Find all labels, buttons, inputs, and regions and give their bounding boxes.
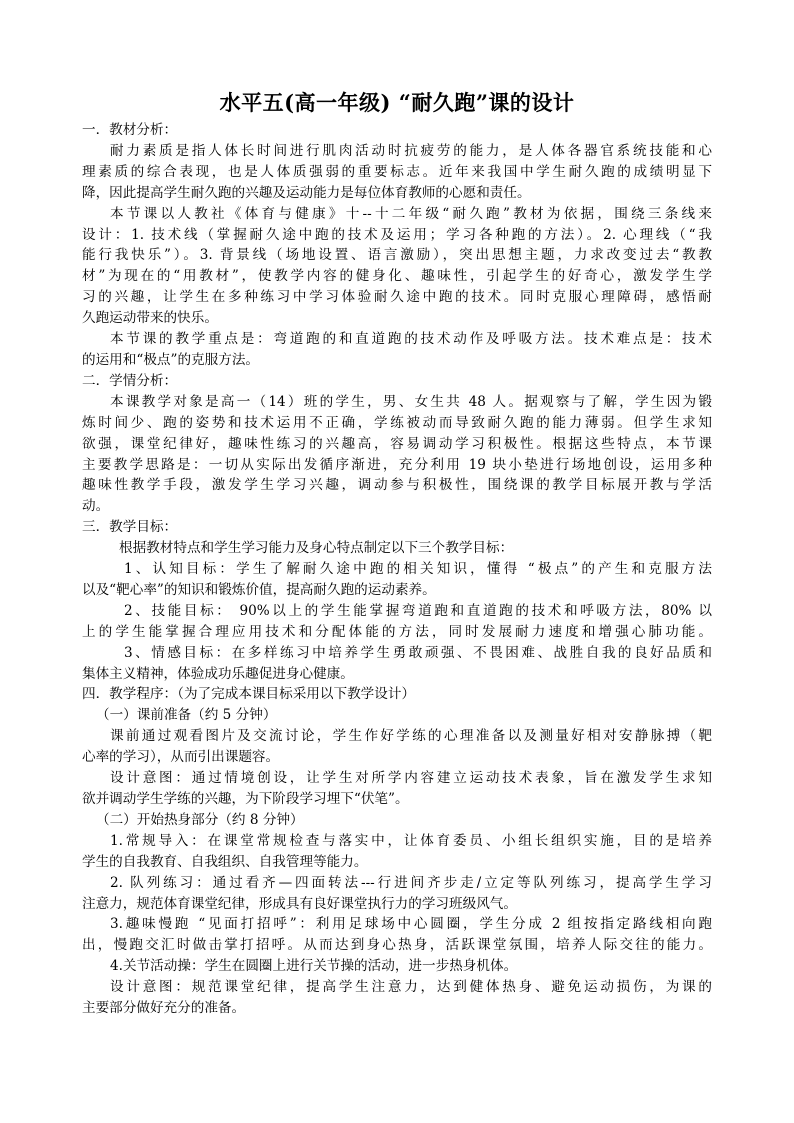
text-line: 本节课的教学重点是：弯道跑的和直道跑的技术动作及呼吸方法。技术难点是：技术 <box>110 331 712 348</box>
text-line: （二）开始热身部分（约 8 分钟） <box>96 811 304 828</box>
text-line: 集体主义精神，体验成功乐趣促进身心健康。 <box>82 665 354 682</box>
text-line: 趣味性教学手段，激发学生学习兴趣，调动参与积极性，围绕课的教学目标展开教与学活 <box>82 477 712 494</box>
text-line: 动。 <box>82 498 110 515</box>
text-line: 本节课以人教社《体育与健康》十--十二年级“耐久跑”教材为依据，围绕三条线来 <box>110 205 712 222</box>
text-line: 耐力素质是指人体长时间进行肌肉活动时抗疲劳的能力，是人体各器官系统技能和心 <box>110 142 712 159</box>
text-line: 上的学生能掌握合理应用技术和分配体能的方法，同时发展耐力速度和增强心肺功能。 <box>82 623 712 640</box>
text-line: 一．教材分析： <box>82 122 178 138</box>
text-line: 设计：1. 技术线（掌握耐久途中跑的技术及运用；学习各种跑的方法）。2. 心理线（“我 <box>82 226 712 243</box>
text-line: 学生的自我教育、自我组织、自我管理等能力。 <box>82 853 368 870</box>
text-line: 注意力，规范体育课堂纪律，形成具有良好课堂执行力的学习班级风气。 <box>82 895 517 912</box>
text-line: （一）课前准备（约 5 分钟） <box>96 707 277 724</box>
text-line: 3.趣味慢跑 “见面打招呼”：利用足球场中心圆圈，学生分成 2 组按指定路线相向跑 <box>110 916 712 933</box>
text-line: 心率的学习），从而引出课题容。 <box>82 749 280 766</box>
text-line: 设计意图：通过情境创设，让学生对所学内容建立运动技术表象，旨在激发学生求知 <box>110 770 712 787</box>
text-line: 材”为现在的“用教材”，使教学内容的健身化、趣味性，引起学生的好奇心，激发学生学 <box>82 268 712 285</box>
text-line: 出，慢跑交汇时做击掌打招呼。从而达到身心热身，活跃课堂氛围，培养人际交往的能力。 <box>82 937 712 954</box>
text-line: 四．教学程序：（为了完成本课目标采用以下教学设计） <box>82 686 416 703</box>
text-line: 炼时间少、跑的姿势和技术运用不正确，学练被动而导致耐久跑的能力薄弱。但学生求知 <box>82 414 712 431</box>
text-line: 本课教学对象是高一（14）班的学生，男、女生共 48 人。据观察与了解，学生因为锻 <box>110 393 712 410</box>
text-line: 1、认知目标：学生了解耐久途中跑的相关知识，懂得 “极点”的产生和克服方法 <box>124 561 712 578</box>
text-line: 根据教材特点和学生学习能力及身心特点制定以下三个教学目标： <box>119 540 514 557</box>
text-line: 2. 队列练习：通过看齐—四面转法---行进间齐步走/立定等队列练习，提高学生学习 <box>110 874 712 891</box>
text-line: 1.常规导入：在课堂常规检查与落实中，让体育委员、小组长组织实施，目的是培养 <box>110 832 712 849</box>
text-line: 3、情感目标：在多样练习中培养学生勇敢顽强、不畏困难、战胜自我的良好品质和 <box>124 644 712 661</box>
text-line: 以及“靶心率”的知识和锻炼价值，提高耐久跑的运动素养。 <box>82 581 436 598</box>
text-line: 二．学情分析： <box>82 372 178 389</box>
text-line: 课前通过观看图片及交流讨论，学生作好学练的心理准备以及测量好相对安静脉搏（靶 <box>110 728 712 745</box>
text-line: 习的兴趣，让学生在多种练习中学习体验耐久途中跑的技术。同时克服心理障碍，感悟耐 <box>82 289 712 306</box>
text-line: 欲并调动学生学练的兴趣，为下阶段学习埋下“伏笔”。 <box>82 791 409 807</box>
text-line: 2、技能目标： 90%以上的学生能掌握弯道跑和直道跑的技术和呼吸方法，80% 以 <box>124 602 712 619</box>
text-line: 主要部分做好充分的准备。 <box>82 1000 246 1017</box>
text-line: 降，因此提高学生耐久跑的兴趣及运动能力是每位体育教师的心愿和责任。 <box>82 184 531 201</box>
text-line: 4.关节活动操：学生在圆圈上进行关节操的活动，进一步热身机体。 <box>110 958 518 975</box>
text-line: 能行我快乐”）。3. 背景线（场地设置、语言激励），突出思想主题，力求改变过去“教教 <box>82 247 712 264</box>
document-body <box>82 120 712 1019</box>
text-line: 设计意图：规范课堂纪律，提高学生注意力，达到健体热身、避免运动损伤，为课的 <box>110 979 712 996</box>
document-page <box>82 88 712 1019</box>
text-line: 三．教学目标： <box>82 519 178 536</box>
text-line: 理素质的综合表现，也是人体质强弱的重要标志。近年来我国中学生耐久跑的成绩明显下 <box>82 163 712 180</box>
document-title: 水平五(高一年级) “耐久跑”课的设计 <box>219 90 575 115</box>
text-line: 主要教学思路是：一切从实际出发循序渐进，充分利用 19 块小垫进行场地创设，运用多种 <box>82 456 712 473</box>
text-line: 的运用和“极点”的克服方法。 <box>82 351 260 368</box>
text-line: 久跑运动带来的快乐。 <box>82 310 218 327</box>
text-line: 欲强，课堂纪律好，趣味性练习的兴趣高，容易调动学习积极性。根据这些特点，本节课 <box>82 435 712 452</box>
